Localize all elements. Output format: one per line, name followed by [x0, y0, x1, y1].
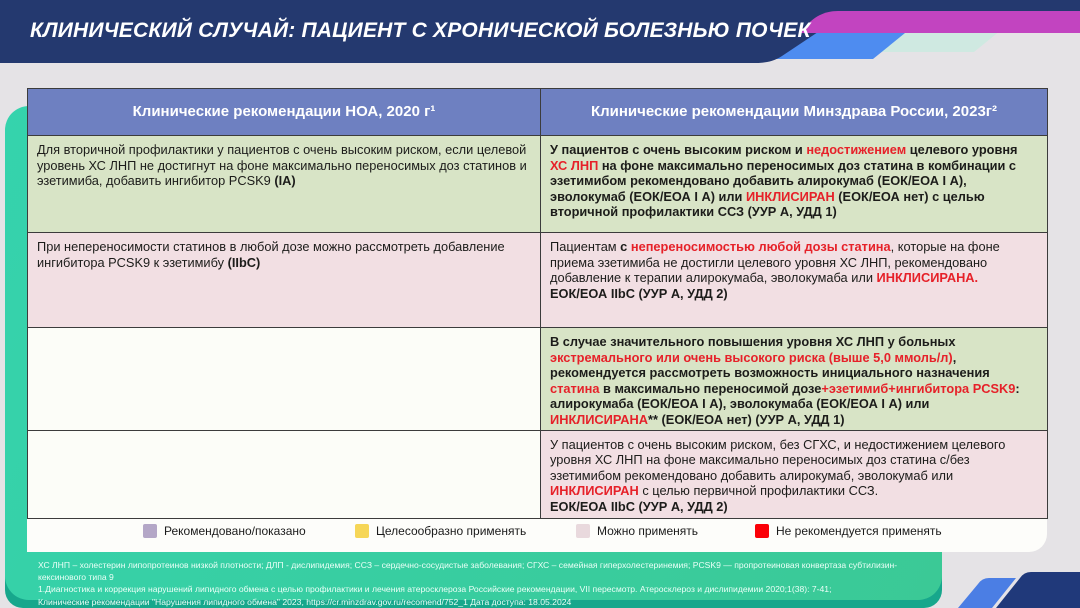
legend-label: Целесообразно применять: [376, 524, 527, 538]
legend-item-recommended: [143, 524, 306, 538]
legend-swatch-yellow: [355, 524, 369, 538]
corner-decoration: [948, 558, 1080, 608]
legend-label: Не рекомендуется применять: [776, 524, 942, 538]
content-panel: [27, 88, 1047, 552]
table-cell: У пациентов с очень высоким риском, без СГХС, и недостижением целевого уровня ХС ЛНП на фоне максимально переносимых доз статина с/без эзетимибом рекомендовано добавить алирокумаб, эволокумаб или ИНКЛИСИРАН с целью первичной профилактики ССЗ. ЕОК/ЕОА IIbC (УУР А, УДД 2): [541, 430, 1048, 518]
table-cell: [28, 430, 541, 518]
legend-label: Рекомендовано/показано: [164, 524, 306, 538]
footer-line: Клинические рекомендации "Нарушения липидного обмена" 2023, https://cr.minzdrav.gov.ru/recomend/752_1 Дата доступа: 18.05.2024: [38, 596, 572, 607]
table-row: [28, 430, 1048, 518]
legend-item-reasonable: [355, 524, 526, 538]
table-cell: Для вторичной профилактики у пациентов с очень высоким риском, если целевой уровень ХС ЛНП не достигнут на фоне максимально переносимых доз статинов и эзетимиба, добавить ингибитор PCSK9 (IA): [28, 136, 541, 233]
legend-label: Можно применять: [597, 524, 699, 538]
footer-line: кексинового типа 9: [38, 572, 114, 583]
table-row: [28, 136, 1048, 233]
legend-swatch-purple: [143, 524, 157, 538]
recommendations-table: [27, 88, 1048, 519]
footer-line: 1.Диагностика и коррекция нарушений липидного обмена с целью профилактики и лечения атеросклероза Российские рекомендации, VII пересмотр. Атеросклероз и дислипидемии 2020;1(38): 7-41;: [38, 584, 832, 595]
magenta-ribbon: [800, 11, 1080, 33]
table-cell: В случае значительного повышения уровня ХС ЛНП у больных экстремального или очень высокого риска (выше 5,0 ммоль/л), рекомендуется рассмотреть возможность инициального назначения статина в максимально переносимой дозе+эзетимиб+ингибитора PCSK9: алирокумаба (ЕОК/ЕОА I А), эволокумаба (ЕОК/ЕОА I А) или ИНКЛИСИРАНА** (ЕОК/ЕОА нет) (УУР А, УДД 1): [541, 328, 1048, 431]
footer-references: [38, 559, 938, 608]
legend-swatch-pink: [576, 524, 590, 538]
legend-item-not-recommended: [755, 524, 942, 538]
table-row: [28, 328, 1048, 431]
table-cell: Пациентам с непереносимостью любой дозы статина, которые на фоне приема эзетимиба не достигли целевого уровня ХС ЛНП, рекомендовано добавление к терапии алирокумаба, эволокумаба или ИНКЛИСИРАНА. ЕОК/ЕОА IIbC (УУР А, УДД 2): [541, 233, 1048, 328]
column-header-noa-2020: Клинические рекомендации НОА, 2020 г¹: [28, 89, 541, 136]
legend-swatch-red: [755, 524, 769, 538]
table-header-row: [28, 89, 1048, 136]
legend: [27, 515, 1047, 552]
table-cell: [28, 328, 541, 431]
table-row: [28, 233, 1048, 328]
footer-line: ХС ЛНП – холестерин липопротеинов низкой плотности; ДЛП - дислипидемия; ССЗ – сердечно-сосудистые заболевания; СГХС – семейная гиперхолестеринемия; PCSK9 — пропротеиновая конвертаза субтилизин-: [38, 560, 898, 570]
table-cell: При непереносимости статинов в любой дозе можно рассмотреть добавление ингибитора PCSK9 к эзетимибу (IIbC): [28, 233, 541, 328]
legend-item-allowed: [576, 524, 698, 538]
page-title: КЛИНИЧЕСКИЙ СЛУЧАЙ: ПАЦИЕНТ С ХРОНИЧЕСКОЙ БОЛЕЗНЬЮ ПОЧЕК: [30, 19, 811, 42]
corner-navy-shape: [996, 572, 1080, 608]
table-cell: У пациентов с очень высоким риском и недостижением целевого уровня ХС ЛНП на фоне максимально переносимых доз статина в комбинации с эзетимибом рекомендовано добавить алирокумаб (ЕОК/ЕОА I А), эволокумаб (ЕОК/ЕОА I А) или ИНКЛИСИРАН (ЕОК/ЕОА нет) с целью вторичной профилактики ССЗ (УУР А, УДД 1): [541, 136, 1048, 233]
column-header-minzdrav-2023: Клинические рекомендации Минздрава России, 2023г²: [541, 89, 1048, 136]
